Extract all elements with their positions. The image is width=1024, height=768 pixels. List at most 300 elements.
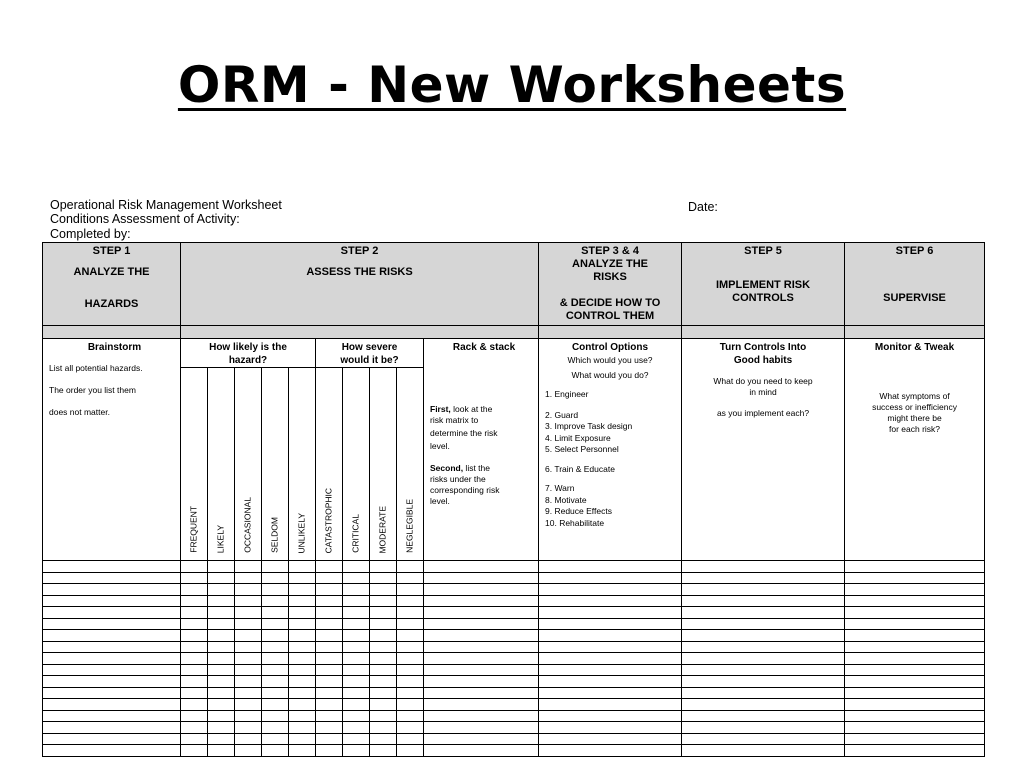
- worksheet-entry-row: [43, 572, 985, 584]
- worksheet-entry-cell[interactable]: [845, 584, 985, 596]
- worksheet-entry-cell[interactable]: [316, 607, 343, 619]
- worksheet-entry-cell[interactable]: [316, 722, 343, 734]
- step34-header: [539, 243, 682, 326]
- worksheet-entry-cell[interactable]: [43, 745, 181, 757]
- worksheet-entry-cell[interactable]: [208, 595, 235, 607]
- worksheet-entry-cell[interactable]: [289, 561, 316, 573]
- step34-line3: & DECIDE HOW TO: [559, 297, 661, 309]
- worksheet-entry-cell[interactable]: [43, 607, 181, 619]
- date-label: Date:: [688, 200, 718, 214]
- step2-label: STEP 2: [340, 245, 379, 257]
- worksheet-entry-cell[interactable]: [208, 584, 235, 596]
- worksheet-entry-cell[interactable]: [316, 733, 343, 745]
- rack-second-text-3: corresponding risk: [430, 485, 500, 495]
- worksheet-entry-cell[interactable]: [289, 607, 316, 619]
- control-options-column: [539, 339, 682, 561]
- worksheet-entry-cell[interactable]: [397, 630, 424, 642]
- worksheet-entry-cell[interactable]: [43, 561, 181, 573]
- worksheet-entry-cell[interactable]: [370, 572, 397, 584]
- worksheet-entry-cell[interactable]: [316, 584, 343, 596]
- worksheet-entry-cell[interactable]: [397, 595, 424, 607]
- worksheet-entry-cell[interactable]: [289, 733, 316, 745]
- worksheet-entry-cell[interactable]: [43, 584, 181, 596]
- worksheet-entry-cell[interactable]: [262, 733, 289, 745]
- worksheet-entry-cell[interactable]: [682, 664, 845, 676]
- worksheet-entry-cell[interactable]: [539, 687, 682, 699]
- worksheet-entry-cell[interactable]: [397, 561, 424, 573]
- monitor-tweak-column: [845, 339, 985, 561]
- good-habits-text-3: as you implement each?: [716, 408, 810, 418]
- worksheet-entry-row: [43, 561, 985, 573]
- worksheet-entry-cell[interactable]: [316, 664, 343, 676]
- worksheet-entry-row: [43, 745, 985, 757]
- rack-first-text-1: look at the: [450, 404, 493, 414]
- worksheet-entry-cell[interactable]: [262, 745, 289, 757]
- worksheet-entry-cell[interactable]: [370, 618, 397, 630]
- step1-header: [43, 243, 181, 326]
- worksheet-entry-cell[interactable]: [343, 733, 370, 745]
- worksheet-entry-row: [43, 733, 985, 745]
- step2-header: [181, 243, 539, 326]
- worksheet-entry-cell[interactable]: [43, 630, 181, 642]
- control-item-select-personnel: 5. Select Personnel: [545, 444, 619, 454]
- likelihood-seldom-cell: [262, 368, 289, 561]
- worksheet-entry-cell[interactable]: [262, 572, 289, 584]
- worksheet-entry-cell[interactable]: [370, 607, 397, 619]
- worksheet-entry-cell[interactable]: [343, 710, 370, 722]
- worksheet-entry-cell[interactable]: [682, 676, 845, 688]
- worksheet-entry-cell[interactable]: [343, 607, 370, 619]
- worksheet-entry-cell[interactable]: [181, 733, 208, 745]
- worksheet-entry-cell[interactable]: [289, 687, 316, 699]
- worksheet-entry-cell[interactable]: [316, 745, 343, 757]
- worksheet-entry-cell[interactable]: [235, 641, 262, 653]
- control-options-title: Control Options: [571, 342, 649, 353]
- worksheet-entry-cell[interactable]: [845, 722, 985, 734]
- worksheet-entry-cell[interactable]: [539, 641, 682, 653]
- worksheet-entry-cell[interactable]: [208, 687, 235, 699]
- worksheet-entry-cell[interactable]: [343, 584, 370, 596]
- worksheet-entry-cell[interactable]: [289, 595, 316, 607]
- worksheet-entry-cell[interactable]: [289, 653, 316, 665]
- control-question-1: Which would you use?: [567, 355, 653, 365]
- worksheet-entry-cell[interactable]: [370, 641, 397, 653]
- worksheet-entry-cell[interactable]: [262, 710, 289, 722]
- worksheet-entry-cell[interactable]: [845, 699, 985, 711]
- worksheet-entry-cell[interactable]: [262, 561, 289, 573]
- good-habits-text-1: What do you need to keep: [713, 376, 813, 386]
- worksheet-entry-cell[interactable]: [181, 653, 208, 665]
- worksheet-entry-cell[interactable]: [397, 572, 424, 584]
- worksheet-entry-cell[interactable]: [262, 664, 289, 676]
- worksheet-entry-cell[interactable]: [845, 572, 985, 584]
- worksheet-entry-cell[interactable]: [289, 722, 316, 734]
- worksheet-entry-cell[interactable]: [397, 710, 424, 722]
- rack-stack-column: [424, 339, 539, 561]
- severity-moderate-cell: [370, 368, 397, 561]
- worksheet-entry-cell[interactable]: [343, 630, 370, 642]
- worksheet-entry-cell[interactable]: [316, 676, 343, 688]
- worksheet-entry-cell[interactable]: [370, 710, 397, 722]
- worksheet-entry-cell[interactable]: [370, 561, 397, 573]
- rack-second-text-2: risks under the: [430, 474, 486, 484]
- brainstorm-title: Brainstorm: [87, 342, 142, 353]
- worksheet-entry-cell[interactable]: [289, 584, 316, 596]
- severity-negligible-label: NEGLEGIBLE: [404, 499, 415, 554]
- worksheet-entry-cell[interactable]: [343, 653, 370, 665]
- worksheet-entry-cell[interactable]: [370, 664, 397, 676]
- worksheet-entry-cell[interactable]: [235, 595, 262, 607]
- worksheet-entry-cell[interactable]: [43, 687, 181, 699]
- conditions-assessment-label: Conditions Assessment of Activity:: [50, 212, 240, 226]
- worksheet-entry-cell[interactable]: [343, 595, 370, 607]
- worksheet-entry-cell[interactable]: [289, 572, 316, 584]
- worksheet-entry-cell[interactable]: [343, 745, 370, 757]
- worksheet-entry-cell[interactable]: [181, 676, 208, 688]
- worksheet-entry-cell[interactable]: [539, 653, 682, 665]
- worksheet-entry-cell[interactable]: [181, 722, 208, 734]
- step5-label: STEP 5: [744, 245, 782, 257]
- worksheet-entry-cell[interactable]: [343, 676, 370, 688]
- worksheet-entry-cell[interactable]: [397, 676, 424, 688]
- worksheet-entry-cell[interactable]: [424, 745, 539, 757]
- worksheet-entry-cell[interactable]: [43, 664, 181, 676]
- worksheet-entry-cell[interactable]: [289, 699, 316, 711]
- worksheet-entry-cell[interactable]: [262, 595, 289, 607]
- rack-first-text-3: determine the risk: [430, 428, 498, 438]
- control-item-motivate: 8. Motivate: [545, 494, 587, 505]
- worksheet-entry-cell[interactable]: [208, 664, 235, 676]
- worksheet-entry-cell[interactable]: [235, 733, 262, 745]
- worksheet-entry-cell[interactable]: [424, 641, 539, 653]
- worksheet-entry-cell[interactable]: [181, 687, 208, 699]
- worksheet-entry-cell[interactable]: [181, 641, 208, 653]
- worksheet-entry-cell[interactable]: [235, 676, 262, 688]
- monitor-text-4: for each risk?: [889, 424, 941, 434]
- worksheet-entry-cell[interactable]: [43, 595, 181, 607]
- worksheet-entry-cell[interactable]: [343, 687, 370, 699]
- worksheet-entry-cell[interactable]: [682, 687, 845, 699]
- worksheet-entry-cell[interactable]: [397, 687, 424, 699]
- worksheet-entry-cell[interactable]: [370, 653, 397, 665]
- worksheet-entry-cell[interactable]: [181, 664, 208, 676]
- likelihood-unlikely-cell: [289, 368, 316, 561]
- step34-line1: ANALYZE THE: [572, 258, 649, 270]
- rack-second-text-4: level.: [430, 496, 450, 506]
- worksheet-entry-cell[interactable]: [289, 630, 316, 642]
- worksheet-entry-cell[interactable]: [682, 595, 845, 607]
- likelihood-occasional-label: OCCASIONAL: [242, 497, 253, 554]
- worksheet-entry-cell[interactable]: [424, 653, 539, 665]
- worksheet-entry-cell[interactable]: [208, 653, 235, 665]
- worksheet-entry-cell[interactable]: [370, 699, 397, 711]
- worksheet-entry-cell[interactable]: [845, 653, 985, 665]
- worksheet-entry-cell[interactable]: [397, 653, 424, 665]
- worksheet-entry-cell[interactable]: [845, 618, 985, 630]
- worksheet-entry-cell[interactable]: [397, 618, 424, 630]
- worksheet-entry-cell[interactable]: [539, 572, 682, 584]
- worksheet-entry-cell[interactable]: [845, 745, 985, 757]
- worksheet-entry-cell[interactable]: [208, 607, 235, 619]
- worksheet-entry-cell[interactable]: [208, 733, 235, 745]
- worksheet-entry-cell[interactable]: [235, 630, 262, 642]
- worksheet-entry-cell[interactable]: [539, 618, 682, 630]
- worksheet-entry-cell[interactable]: [316, 710, 343, 722]
- worksheet-entry-cell[interactable]: [397, 641, 424, 653]
- worksheet-entry-cell[interactable]: [845, 687, 985, 699]
- worksheet-entry-cell[interactable]: [289, 664, 316, 676]
- likelihood-likely-cell: [208, 368, 235, 561]
- worksheet-entry-cell[interactable]: [424, 595, 539, 607]
- worksheet-entry-cell[interactable]: [370, 687, 397, 699]
- worksheet-entry-cell[interactable]: [262, 584, 289, 596]
- worksheet-entry-cell[interactable]: [424, 618, 539, 630]
- worksheet-entry-cell[interactable]: [262, 722, 289, 734]
- worksheet-entry-row: [43, 595, 985, 607]
- worksheet-entry-cell[interactable]: [235, 745, 262, 757]
- worksheet-entry-cell[interactable]: [181, 618, 208, 630]
- worksheet-entry-cell[interactable]: [181, 745, 208, 757]
- worksheet-entry-cell[interactable]: [181, 699, 208, 711]
- worksheet-entry-cell[interactable]: [424, 710, 539, 722]
- likelihood-title-2: hazard?: [228, 355, 268, 366]
- worksheet-entry-cell[interactable]: [262, 653, 289, 665]
- worksheet-entry-cell[interactable]: [208, 618, 235, 630]
- worksheet-entry-cell[interactable]: [181, 630, 208, 642]
- worksheet-entry-cell[interactable]: [424, 572, 539, 584]
- worksheet-entry-cell[interactable]: [262, 699, 289, 711]
- worksheet-entry-cell[interactable]: [289, 745, 316, 757]
- worksheet-entry-cell[interactable]: [682, 641, 845, 653]
- control-item-improve-task-design: 3. Improve Task design: [545, 421, 633, 431]
- worksheet-entry-cell[interactable]: [208, 710, 235, 722]
- worksheet-entry-cell[interactable]: [316, 687, 343, 699]
- worksheet-entry-cell[interactable]: [289, 641, 316, 653]
- worksheet-entry-cell[interactable]: [262, 618, 289, 630]
- worksheet-entry-cell[interactable]: [424, 584, 539, 596]
- worksheet-entry-cell[interactable]: [43, 710, 181, 722]
- worksheet-entry-cell[interactable]: [235, 710, 262, 722]
- worksheet-entry-cell[interactable]: [343, 572, 370, 584]
- rack-second-bold: Second,: [430, 463, 464, 473]
- worksheet-entry-cell[interactable]: [316, 699, 343, 711]
- worksheet-entry-cell[interactable]: [397, 607, 424, 619]
- worksheet-entry-cell[interactable]: [181, 710, 208, 722]
- worksheet-entry-cell[interactable]: [43, 676, 181, 688]
- worksheet-entry-cell[interactable]: [424, 687, 539, 699]
- worksheet-entry-cell[interactable]: [316, 561, 343, 573]
- worksheet-entry-cell[interactable]: [424, 676, 539, 688]
- worksheet-entry-cell[interactable]: [235, 664, 262, 676]
- worksheet-entry-cell[interactable]: [682, 653, 845, 665]
- worksheet-entry-cell[interactable]: [845, 607, 985, 619]
- likelihood-heading: [181, 339, 316, 368]
- worksheet-entry-cell[interactable]: [424, 630, 539, 642]
- control-item-rehabilitate: 10. Rehabilitate: [545, 517, 605, 528]
- worksheet-entry-cell[interactable]: [43, 618, 181, 630]
- worksheet-entry-cell[interactable]: [539, 561, 682, 573]
- monitor-tweak-title: Monitor & Tweak: [874, 342, 955, 353]
- step5-line1: IMPLEMENT RISK: [715, 279, 811, 291]
- worksheet-entry-cell[interactable]: [289, 710, 316, 722]
- worksheet-entry-cell[interactable]: [845, 676, 985, 688]
- worksheet-entry-cell[interactable]: [289, 676, 316, 688]
- brainstorm-text-1: List all potential hazards.: [49, 363, 143, 373]
- worksheet-entry-cell[interactable]: [208, 572, 235, 584]
- worksheet-entry-cell[interactable]: [208, 722, 235, 734]
- worksheet-entry-cell[interactable]: [208, 561, 235, 573]
- worksheet-entry-cell[interactable]: [845, 561, 985, 573]
- worksheet-entry-cell[interactable]: [262, 676, 289, 688]
- gap-cell: [181, 326, 539, 339]
- likelihood-frequent-cell: [181, 368, 208, 561]
- worksheet-entry-row: [43, 584, 985, 596]
- good-habits-text-2: in mind: [749, 387, 777, 397]
- worksheet-entry-cell[interactable]: [343, 641, 370, 653]
- worksheet-entry-cell[interactable]: [539, 607, 682, 619]
- worksheet-entry-cell[interactable]: [539, 584, 682, 596]
- worksheet-entry-cell[interactable]: [682, 584, 845, 596]
- worksheet-entry-cell[interactable]: [682, 710, 845, 722]
- worksheet-entry-cell[interactable]: [43, 653, 181, 665]
- worksheet-entry-cell[interactable]: [316, 618, 343, 630]
- worksheet-entry-cell[interactable]: [397, 733, 424, 745]
- worksheet-entry-cell[interactable]: [208, 676, 235, 688]
- worksheet-entry-cell[interactable]: [370, 722, 397, 734]
- worksheet-entry-cell[interactable]: [43, 733, 181, 745]
- worksheet-entry-cell[interactable]: [682, 699, 845, 711]
- worksheet-entry-cell[interactable]: [682, 630, 845, 642]
- worksheet-entry-cell[interactable]: [181, 572, 208, 584]
- worksheet-entry-cell[interactable]: [397, 745, 424, 757]
- worksheet-entry-cell[interactable]: [343, 561, 370, 573]
- worksheet-title: Operational Risk Management Worksheet: [50, 198, 282, 212]
- worksheet-entry-cell[interactable]: [845, 664, 985, 676]
- worksheet-entry-cell[interactable]: [343, 618, 370, 630]
- gap-cell: [682, 326, 845, 339]
- worksheet-entry-cell[interactable]: [343, 699, 370, 711]
- rack-stack-title: Rack & stack: [452, 342, 516, 353]
- worksheet-entry-cell[interactable]: [424, 561, 539, 573]
- worksheet-entry-cell[interactable]: [397, 584, 424, 596]
- worksheet-entry-cell[interactable]: [235, 561, 262, 573]
- worksheet-entry-cell[interactable]: [682, 607, 845, 619]
- worksheet-entry-cell[interactable]: [539, 676, 682, 688]
- worksheet-entry-cell[interactable]: [43, 641, 181, 653]
- worksheet-entry-cell[interactable]: [289, 618, 316, 630]
- step5-header: [682, 243, 845, 326]
- worksheet-entry-cell[interactable]: [316, 595, 343, 607]
- worksheet-entry-cell[interactable]: [208, 699, 235, 711]
- worksheet-entry-cell[interactable]: [682, 733, 845, 745]
- worksheet-entry-cell[interactable]: [539, 745, 682, 757]
- worksheet-entry-cell[interactable]: [539, 733, 682, 745]
- worksheet-entry-cell[interactable]: [43, 699, 181, 711]
- worksheet-entry-cell[interactable]: [845, 630, 985, 642]
- worksheet-entry-cell[interactable]: [208, 630, 235, 642]
- worksheet-entry-cell[interactable]: [370, 745, 397, 757]
- worksheet-entry-cell[interactable]: [397, 699, 424, 711]
- worksheet-entry-cell[interactable]: [539, 630, 682, 642]
- worksheet-entry-cell[interactable]: [424, 699, 539, 711]
- worksheet-entry-cell[interactable]: [845, 710, 985, 722]
- likelihood-title-1: How likely is the: [209, 342, 287, 353]
- worksheet-entry-cell[interactable]: [235, 653, 262, 665]
- worksheet-entry-cell[interactable]: [262, 630, 289, 642]
- worksheet-entry-cell[interactable]: [539, 722, 682, 734]
- worksheet-entry-cell[interactable]: [235, 572, 262, 584]
- worksheet-entry-cell[interactable]: [845, 595, 985, 607]
- worksheet-entry-cell[interactable]: [424, 733, 539, 745]
- worksheet-entry-cell[interactable]: [316, 630, 343, 642]
- worksheet-entry-cell[interactable]: [316, 641, 343, 653]
- worksheet-entry-cell[interactable]: [682, 561, 845, 573]
- likelihood-seldom-label: SELDOM: [269, 517, 280, 554]
- worksheet-entry-cell[interactable]: [235, 584, 262, 596]
- worksheet-entry-cell[interactable]: [235, 722, 262, 734]
- worksheet-entry-cell[interactable]: [343, 722, 370, 734]
- worksheet-entry-cell[interactable]: [235, 618, 262, 630]
- worksheet-entry-cell[interactable]: [539, 664, 682, 676]
- worksheet-entry-cell[interactable]: [424, 664, 539, 676]
- worksheet-entry-cell[interactable]: [845, 733, 985, 745]
- worksheet-entry-row: [43, 699, 985, 711]
- worksheet-entry-cell[interactable]: [370, 595, 397, 607]
- worksheet-entry-cell[interactable]: [181, 561, 208, 573]
- worksheet-entry-cell[interactable]: [208, 745, 235, 757]
- worksheet-entry-cell[interactable]: [316, 572, 343, 584]
- worksheet-entry-cell[interactable]: [682, 722, 845, 734]
- worksheet-entry-cell[interactable]: [208, 641, 235, 653]
- worksheet-entry-cell[interactable]: [370, 630, 397, 642]
- worksheet-entry-cell[interactable]: [539, 595, 682, 607]
- likelihood-occasional-cell: [235, 368, 262, 561]
- worksheet-entry-cell[interactable]: [262, 687, 289, 699]
- worksheet-entry-cell[interactable]: [235, 687, 262, 699]
- slide-title: [0, 56, 1024, 114]
- worksheet-entry-cell[interactable]: [845, 641, 985, 653]
- good-habits-column: [682, 339, 845, 561]
- worksheet-entry-cell[interactable]: [181, 607, 208, 619]
- worksheet-entry-cell[interactable]: [316, 653, 343, 665]
- worksheet-entry-cell[interactable]: [262, 607, 289, 619]
- worksheet-entry-cell[interactable]: [682, 745, 845, 757]
- worksheet-entry-cell[interactable]: [262, 641, 289, 653]
- worksheet-entry-cell[interactable]: [181, 584, 208, 596]
- worksheet-entry-cell[interactable]: [43, 572, 181, 584]
- worksheet-entry-cell[interactable]: [397, 722, 424, 734]
- worksheet-entry-cell[interactable]: [235, 607, 262, 619]
- worksheet-entry-cell[interactable]: [397, 664, 424, 676]
- worksheet-entry-cell[interactable]: [43, 722, 181, 734]
- worksheet-entry-cell[interactable]: [370, 584, 397, 596]
- worksheet-entry-row: [43, 641, 985, 653]
- worksheet-entry-cell[interactable]: [682, 572, 845, 584]
- worksheet-entry-cell[interactable]: [424, 607, 539, 619]
- worksheet-entry-cell[interactable]: [370, 733, 397, 745]
- severity-moderate-label: MODERATE: [377, 505, 388, 554]
- worksheet-entry-cell[interactable]: [539, 710, 682, 722]
- worksheet-entry-cell[interactable]: [539, 699, 682, 711]
- worksheet-entry-cell[interactable]: [343, 664, 370, 676]
- worksheet-entry-cell[interactable]: [682, 618, 845, 630]
- step1-label: STEP 1: [92, 245, 131, 257]
- worksheet-entry-cell[interactable]: [235, 699, 262, 711]
- worksheet-entry-row: [43, 653, 985, 665]
- worksheet-entry-cell[interactable]: [370, 676, 397, 688]
- worksheet-entry-cell[interactable]: [424, 722, 539, 734]
- worksheet-entry-cell[interactable]: [181, 595, 208, 607]
